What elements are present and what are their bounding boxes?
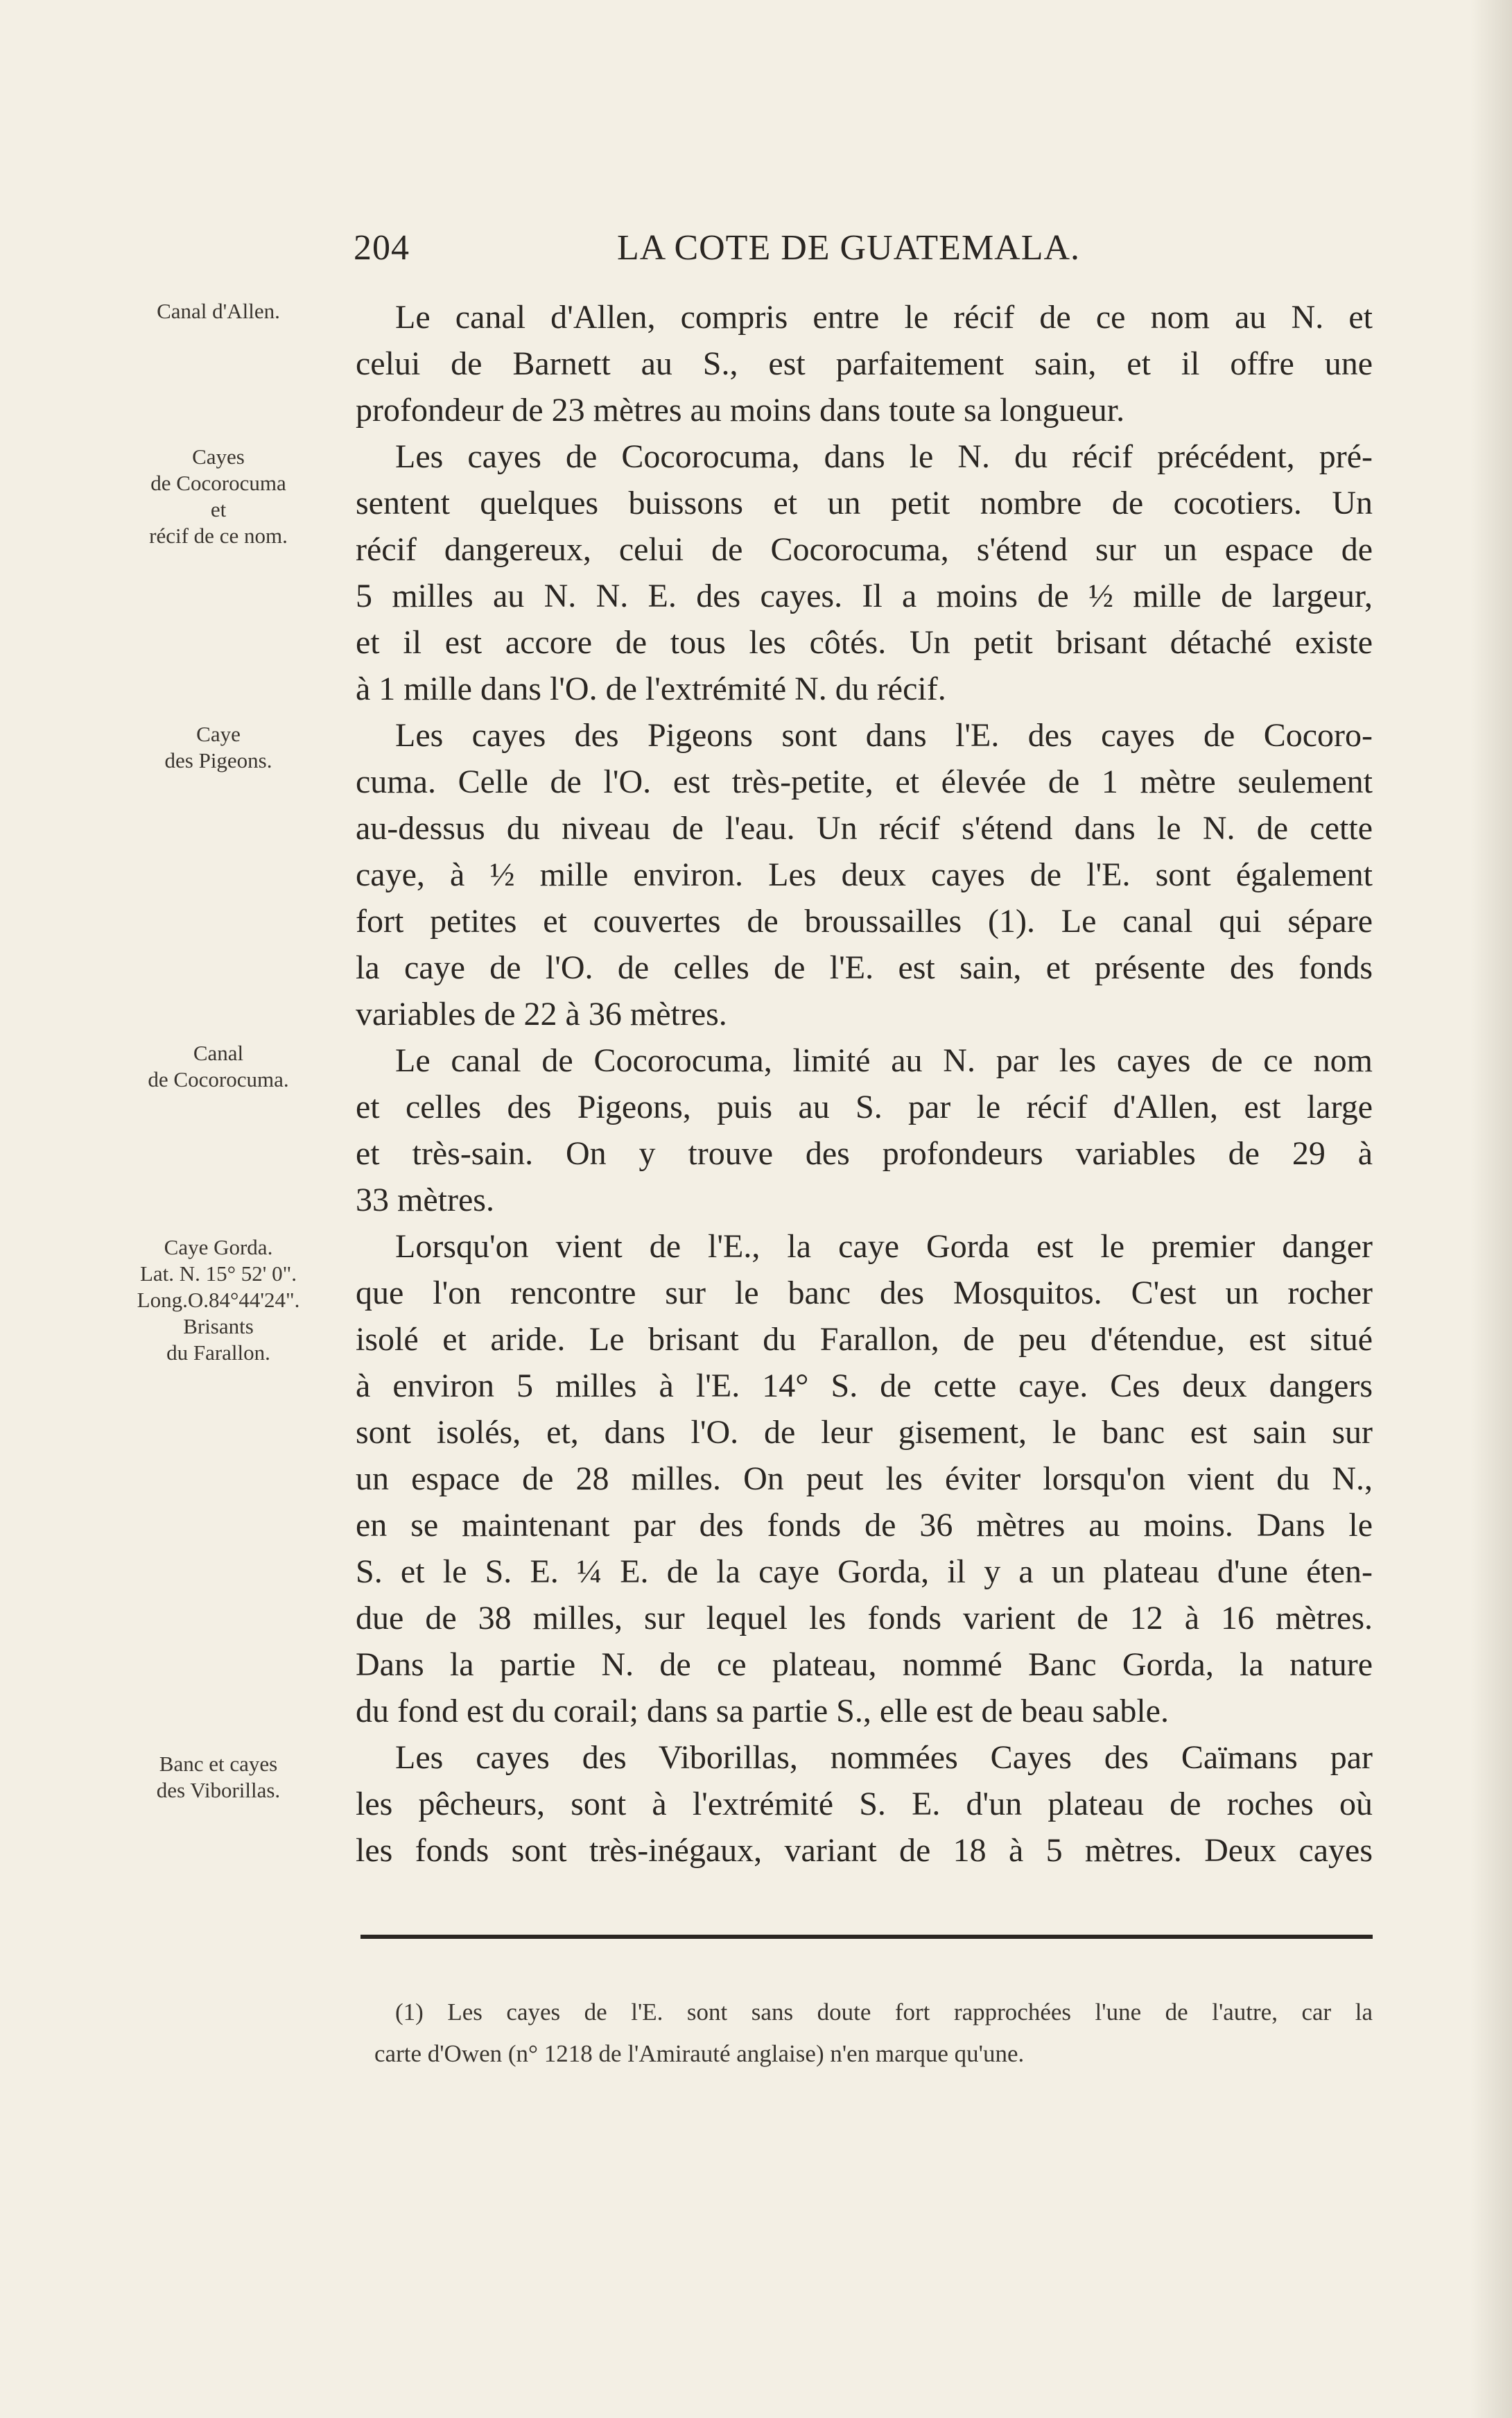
text-line: sont isolés, et, dans l'O. de leur gisement, le banc est sain sur [356, 1414, 1373, 1451]
text-line: en se maintenant par des fonds de 36 mètres au moins. Dans le [356, 1507, 1373, 1544]
text-line: Les cayes de Cocorocuma, dans le N. du récif précédent, pré- [395, 438, 1373, 475]
text-line: Le canal de Cocorocuma, limité au N. par les cayes de ce nom [395, 1042, 1373, 1079]
text-line: profondeur de 23 mètres au moins dans toute sa longueur. [356, 392, 1125, 429]
margin-note-caye-pigeons: Caye des Pigeons. [164, 722, 272, 772]
margin-note-canal-cocorocuma: Canal de Cocorocuma. [148, 1041, 289, 1091]
footnote-line: carte d'Owen (n° 1218 de l'Amirauté anglaise) n'en marque qu'une. [374, 2040, 1025, 2067]
text-line: les pêcheurs, sont à l'extrémité S. E. d'un plateau de roches où [356, 1786, 1373, 1822]
text-line: Les cayes des Viborillas, nommées Cayes des Caïmans par [395, 1739, 1373, 1776]
text-line: cuma. Celle de l'O. est très-petite, et élevée de 1 mètre seulement [356, 763, 1373, 800]
text-line: et il est accore de tous les côtés. Un petit brisant détaché existe [356, 624, 1373, 661]
text-line: à environ 5 milles à l'E. 14° S. de cette caye. Ces deux dangers [356, 1367, 1373, 1404]
text-line: au-dessus du niveau de l'eau. Un récif s'étend dans le N. de cette [356, 810, 1373, 847]
text-line: fort petites et couvertes de broussailles (1). Le canal qui sépare [356, 903, 1373, 940]
text-line: 5 milles au N. N. E. des cayes. Il a moins de ½ mille de largeur, [356, 578, 1373, 614]
text-line: les fonds sont très-inégaux, variant de 18 à 5 mètres. Deux cayes [356, 1832, 1373, 1869]
text-line: due de 38 milles, sur lequel les fonds varient de 12 à 16 mètres. [356, 1600, 1373, 1637]
text-line: celui de Barnett au S., est parfaitement sain, et il offre une [356, 345, 1373, 382]
text-line: caye, à ½ mille environ. Les deux cayes de l'E. sont également [356, 856, 1373, 893]
text-line: et celles des Pigeons, puis au S. par le récif d'Allen, est large [356, 1089, 1373, 1125]
text-line: 33 mètres. [356, 1182, 494, 1218]
page-number: 204 [354, 228, 410, 268]
text-line: Le canal d'Allen, compris entre le récif de ce nom au N. et [395, 299, 1373, 336]
text-line: Les cayes des Pigeons sont dans l'E. des cayes de Cocoro- [395, 717, 1373, 754]
text-line: sentent quelques buissons et un petit nombre de cocotiers. Un [356, 485, 1373, 521]
text-line: que l'on rencontre sur le banc des Mosquitos. C'est un rocher [356, 1275, 1373, 1311]
text-line: la caye de l'O. de celles de l'E. est sain, et présente des fonds [356, 949, 1373, 986]
footnote-line: (1) Les cayes de l'E. sont sans doute fort rapprochées l'une de l'autre, car la [395, 1998, 1373, 2026]
margin-note-canal-allen: Canal d'Allen. [157, 299, 280, 323]
margin-note-cayes-cocorocuma: Cayes de Cocorocuma et récif de ce nom. [149, 444, 288, 548]
text-line: à 1 mille dans l'O. de l'extrémité N. du récif. [356, 671, 946, 707]
margin-note-caye-gorda: Caye Gorda. Lat. N. 15° 52' 0". Long.O.84°44'24". Brisants du Farallon. [137, 1235, 300, 1365]
text-line: isolé et aride. Le brisant du Farallon, de peu d'étendue, est situé [356, 1321, 1373, 1358]
text-line: un espace de 28 milles. On peut les éviter lorsqu'on vient du N., [356, 1460, 1373, 1497]
text-line: Lorsqu'on vient de l'E., la caye Gorda est le premier danger [395, 1228, 1373, 1265]
margin-note-banc-viborillas: Banc et cayes des Viborillas. [156, 1752, 281, 1802]
running-header [354, 227, 1373, 276]
text-line: récif dangereux, celui de Cocorocuma, s'étend sur un espace de [356, 531, 1373, 568]
footnote-divider [360, 1935, 1373, 1939]
text-line: et très-sain. On y trouve des profondeurs variables de 29 à [356, 1135, 1373, 1172]
text-line: du fond est du corail; dans sa partie S., elle est de beau sable. [356, 1693, 1169, 1729]
page-edge-shadow [1470, 0, 1512, 2418]
text-line: S. et le S. E. ¼ E. de la caye Gorda, il y a un plateau d'une éten- [356, 1553, 1373, 1590]
text-line: Dans la partie N. de ce plateau, nommé Banc Gorda, la nature [356, 1646, 1373, 1683]
text-line: variables de 22 à 36 mètres. [356, 996, 727, 1033]
running-title: LA COTE DE GUATEMALA. [617, 228, 1081, 268]
